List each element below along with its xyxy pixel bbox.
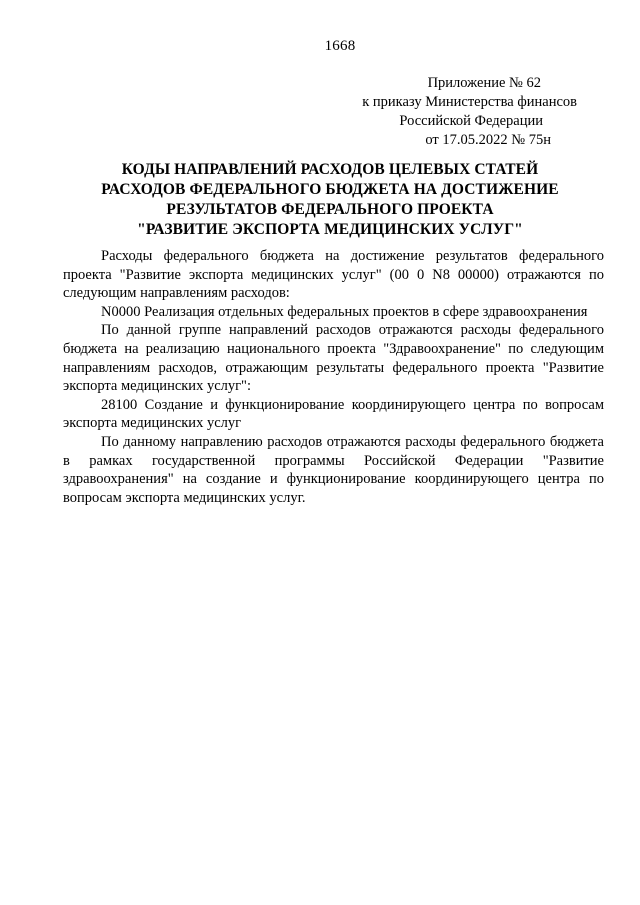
- paragraph-28100-description: По данному направлению расходов отражаются расходы федерального бюджета в рамках государственной программы Российской Федерации "Развитие здравоохранения" на создание и функционирование координирующего центра по вопросам экспорта медицинских услуг.: [63, 433, 604, 506]
- appendix-order-ref: к приказу Министерства финансов: [362, 94, 577, 110]
- paragraph-code-28100: 28100 Создание и функционирование координирующего центра по вопросам экспорта медицинских услуг: [63, 396, 604, 432]
- title-line-1: КОДЫ НАПРАВЛЕНИЙ РАСХОДОВ ЦЕЛЕВЫХ СТАТЕЙ: [121, 161, 539, 178]
- appendix-authority: Российской Федерации: [399, 113, 543, 129]
- document-title: [0, 160, 640, 240]
- title-line-3: РЕЗУЛЬТАТОВ ФЕДЕРАЛЬНОГО ПРОЕКТА: [166, 201, 494, 218]
- paragraph-n0000-description: По данной группе направлений расходов отражаются расходы федерального бюджета на реализацию национального проекта "Здравоохранение" по следующим направлениям расходов, отражающим результаты федерального проекта "Развитие экспорта медицинских услуг":: [63, 322, 604, 395]
- title-line-2: РАСХОДОВ ФЕДЕРАЛЬНОГО БЮДЖЕТА НА ДОСТИЖЕНИЕ: [101, 181, 559, 198]
- appendix-date: от 17.05.2022 № 75н: [425, 132, 551, 148]
- paragraph-code-n0000: N0000 Реализация отдельных федеральных проектов в сфере здравоохранения: [101, 303, 588, 320]
- appendix-number: Приложение № 62: [427, 75, 541, 91]
- title-line-4: "РАЗВИТИЕ ЭКСПОРТА МЕДИЦИНСКИХ УСЛУГ": [137, 221, 523, 238]
- document-body: [63, 247, 604, 507]
- appendix-header: [317, 74, 577, 150]
- page-number: 1668: [324, 38, 356, 54]
- paragraph-intro: Расходы федерального бюджета на достижение результатов федерального проекта "Развитие экспорта медицинских услуг" (00 0 N8 00000) отражаются по следующим направлениям расходов:: [63, 248, 604, 302]
